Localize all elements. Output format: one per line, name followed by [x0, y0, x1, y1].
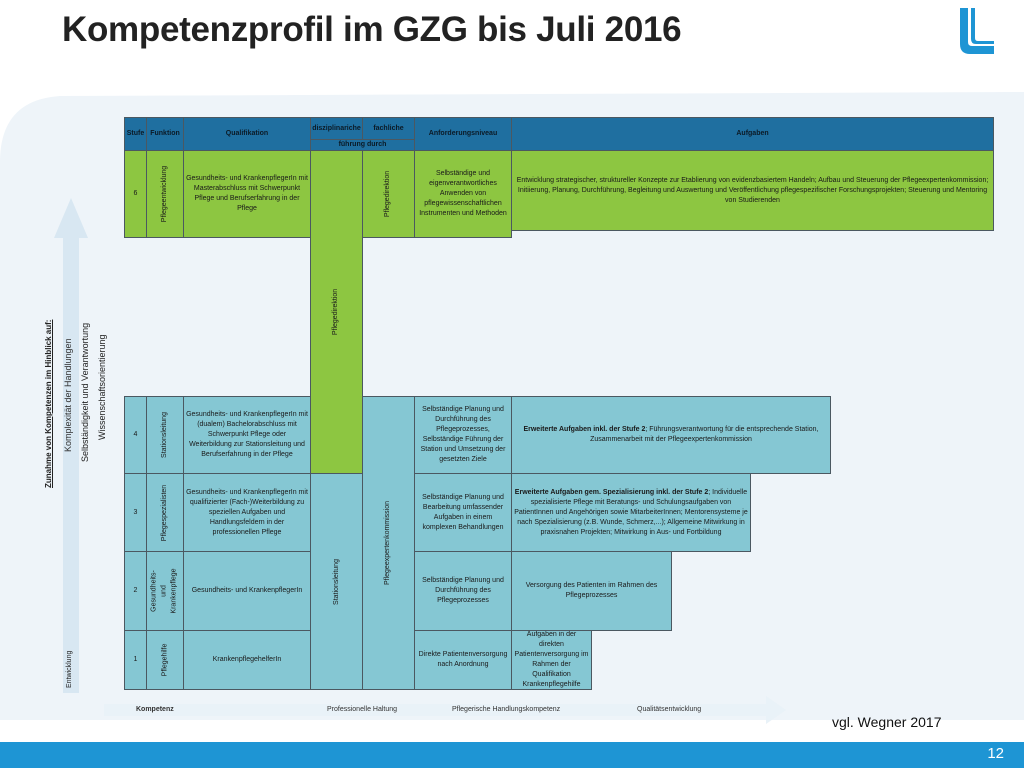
row3-qualifikation: Gesundheits- und KrankenpflegerIn mit qualifizierter (Fach-)Weiterbildung zu speziellen Aufgaben und Handlungsfeldern in der professionellen Pflege — [183, 473, 311, 552]
row2-stufe: 2 — [124, 551, 147, 631]
row6-anforderung: Selbständige und eigenverantwortliches Anwenden von pflegewissenschaftlichen Instrumenten und Methoden — [414, 150, 512, 238]
page-title: Kompetenzprofil im GZG bis Juli 2016 — [62, 10, 682, 49]
competence-axis-arrowhead — [766, 696, 786, 724]
row2-aufgaben: Versorgung des Patienten im Rahmen des Pflegeprozesses — [511, 551, 672, 631]
footer-bar — [0, 742, 1024, 768]
row4-funktion — [146, 396, 184, 474]
header-anforderung: Anforderungsniveau — [414, 117, 512, 151]
y-axis-line1: Komplexität der Handlungen — [63, 338, 73, 452]
x-axis-handlung: Pflegerische Handlungskompetenz — [452, 706, 561, 713]
row3-aufgaben-bold: Erweiterte Aufgaben gem. Spezialisierung inkl. der Stufe 2 — [514, 488, 709, 496]
row2-anforderung: Selbständige Planung und Durchführung des Pflegeprozesses — [414, 551, 512, 631]
row6-fachlich — [362, 150, 415, 238]
merged-pflegeexpertenkommission-text: Pflegeexpertenkommission — [384, 500, 392, 586]
header-fuehrung: führung durch — [310, 139, 415, 151]
x-axis-qualitaet: Qualitätsentwicklung — [637, 706, 702, 713]
merged-pflegedirektion-text: Pflegedirektion — [332, 288, 340, 336]
y-axis-title: Zunahme von Kompetenzen im Hinblick auf: — [44, 319, 53, 488]
y-axis-line3: Wissenschaftsorientierung — [97, 334, 107, 440]
merged-pflegedirektion — [310, 150, 363, 474]
header-qualifikation: Qualifikation — [183, 117, 311, 151]
x-axis-kompetenz: Kompetenz — [136, 706, 174, 713]
x-axis-haltung: Professionelle Haltung — [327, 706, 398, 713]
row2-qualifikation: Gesundheits- und KrankenpflegerIn — [183, 551, 311, 631]
row3-aufgaben-text: ; Individuelle spezialisierte Pflege mit Beratungs- und Schulungsaufgaben von PatientInnen und Angehörigen sowie MitarbeiterInnen; Mentorensysteme je nach Spezialisierung (z.B. Wunde, Schmerz,...); Allgemeine Mitwirkung in praxisnahen Projekten; Mitwirkung in Aus- und Fortbildung — [514, 488, 748, 536]
row1-funktion-text: Pflegehilfe — [161, 643, 169, 677]
header-funktion: Funktion — [146, 117, 184, 151]
row3-funktion — [146, 473, 184, 552]
row6-stufe: 6 — [124, 150, 147, 238]
row4-stufe: 4 — [124, 396, 147, 474]
row3-stufe: 3 — [124, 473, 147, 552]
row4-aufgaben-bold: Erweiterte Aufgaben inkl. der Stufe 2 — [523, 426, 646, 433]
row2-funktion — [146, 551, 184, 631]
row6-funktion-text: Pflegeentwicklung — [161, 165, 168, 223]
row1-anforderung: Direkte Patientenversorgung nach Anordnung — [414, 630, 512, 690]
merged-stationsleitung — [310, 473, 363, 690]
row4-aufgaben-text: ; Führungsverantwortung für die entsprechende Station, Zusammenarbeit mit der Pflegeexpertenkommission — [590, 426, 819, 443]
row6-aufgaben: Entwicklung strategischer, struktureller Konzepte zur Etablierung von evidenzbasiertem Handeln; Aufbau und Steuerung der Pflegeexpertenkommission; Initiierung, Planung, Durchführung, Begleitung und Auswertung und Veröffentlichung pflegespezifischer Forschungsprojekten; Steuerung und Mentoring von Studierenden — [511, 150, 994, 231]
merged-pflegeexpertenkommission — [362, 396, 415, 690]
row6-funktion — [146, 150, 184, 238]
y-axis-line2: Selbständigkeit und Verantwortung — [80, 322, 90, 462]
row6-qualifikation: Gesundheits- und KrankenpflegerIn mit Masterabschluss mit Schwerpunkt Pflege und Berufserfahrung in der Pflege — [183, 150, 311, 238]
row1-aufgaben: Aufgaben in der direkten Patientenversorgung im Rahmen der Qualifikation Krankenpflegehilfe — [511, 630, 592, 690]
row1-stufe: 1 — [124, 630, 147, 690]
row4-anforderung: Selbständige Planung und Durchführung des Pflegeprozesses, Selbständige Führung der Station und Umsetzung der gesetzten Ziele — [414, 396, 512, 474]
row3-anforderung: Selbständige Planung und Bearbeitung umfassender Aufgaben in einem komplexen Behandlungen — [414, 473, 512, 552]
page-number: 12 — [987, 745, 1004, 762]
header-fachlich: fachliche — [362, 117, 415, 140]
header-stufe: Stufe — [124, 117, 147, 151]
row6-fachlich-text: Pflegedirektion — [384, 170, 392, 218]
header-disziplinarisch: disziplinariche — [310, 117, 363, 140]
merged-stationsleitung-text: Stationsleitung — [332, 558, 340, 605]
source-credit: vgl. Wegner 2017 — [832, 714, 942, 730]
row2-funktion-text: Gesundheits- und Krankenpflege — [151, 568, 178, 614]
row4-funktion-text: Stationsleitung — [161, 412, 169, 458]
row3-aufgaben — [511, 473, 751, 552]
row4-qualifikation: Gesundheits- und KrankenpflegerIn mit (dualem) Bachelorabschluss mit Schwerpunkt Pflege oder Weiterbildung zur Stationsleitung und Berufserfahrung in der Pflege — [183, 396, 311, 474]
logo-icon — [958, 6, 996, 56]
y-axis-bottom-label: Entwicklung — [66, 650, 73, 688]
row3-funktion-text: Pflegespezialisten — [161, 484, 168, 541]
row1-qualifikation: KrankenpflegehelferIn — [183, 630, 311, 690]
header-aufgaben: Aufgaben — [511, 117, 994, 151]
row4-aufgaben — [511, 396, 831, 474]
row1-funktion — [146, 630, 184, 690]
